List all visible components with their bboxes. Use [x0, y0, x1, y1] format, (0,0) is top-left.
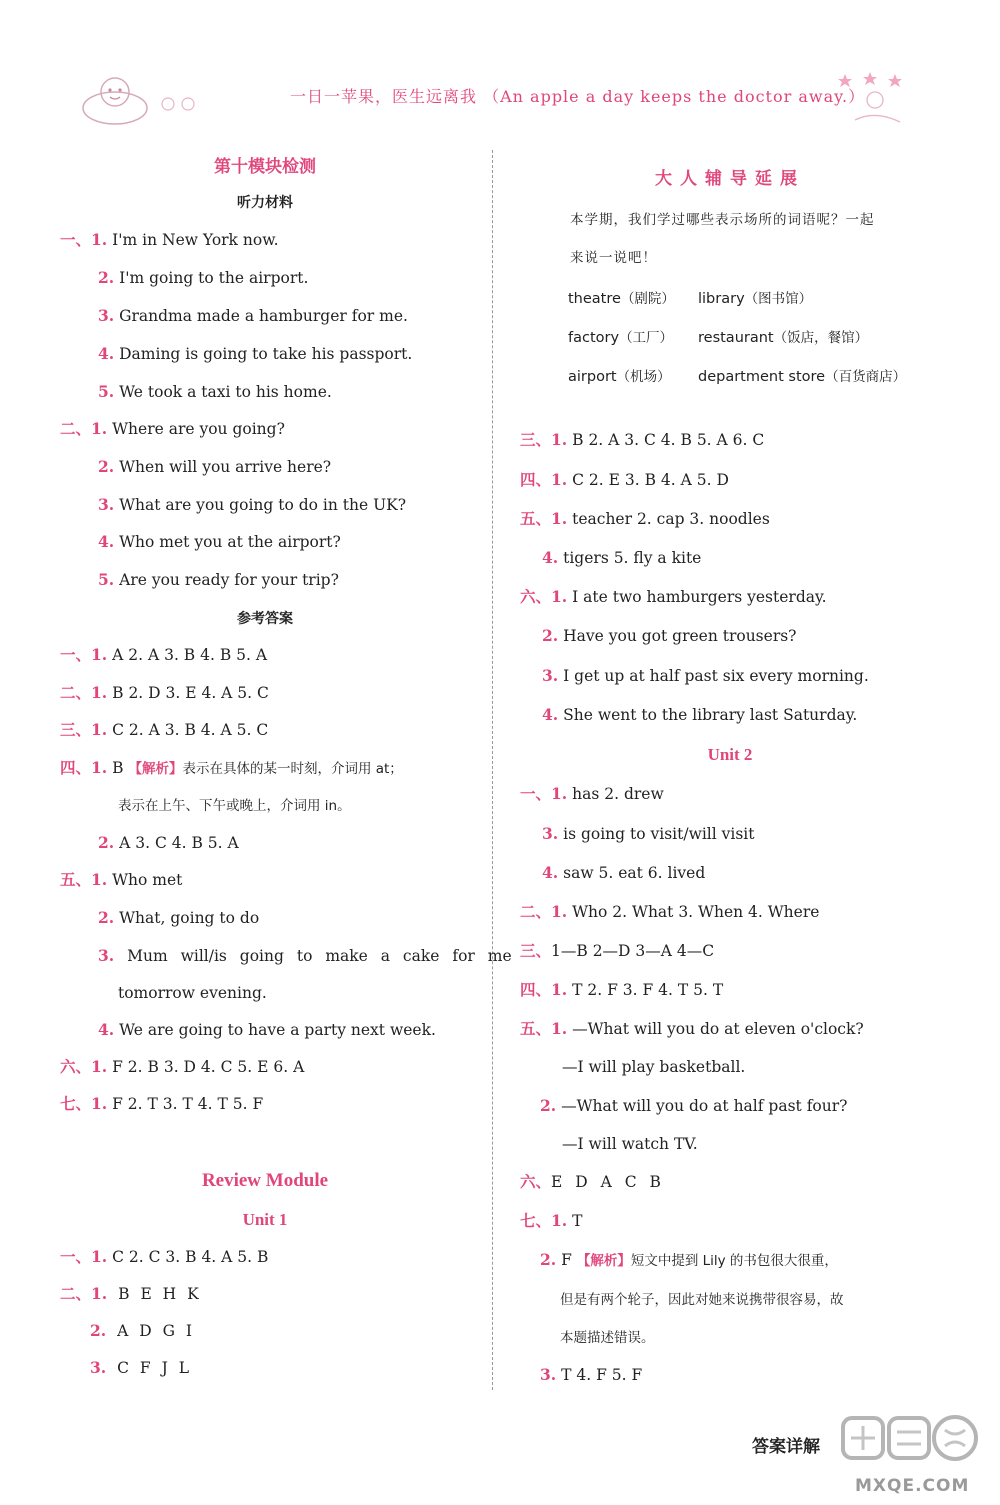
- answer-row: 三、1. B 2. A 3. C 4. B 5. A 6. C: [520, 430, 765, 449]
- list-item: 二、1. Where are you going?: [60, 419, 285, 438]
- answer-row: 四、1. B 【解析】表示在具体的某一时刻，介词用 at；: [60, 758, 403, 777]
- vocab-item: airport（机场）: [568, 369, 671, 385]
- answer-row: 五、1. teacher 2. cap 3. noodles: [520, 509, 770, 528]
- star-decoration-icon: [820, 70, 930, 130]
- vocab-item: department store（百货商店）: [698, 369, 907, 385]
- answer-row: 六、1. F 2. B 3. D 4. C 5. E 6. A: [60, 1057, 305, 1076]
- section-title: 第十模块检测: [214, 157, 316, 177]
- answer-row: —I will watch TV.: [562, 1135, 698, 1153]
- extension-title: 大人辅导延展: [655, 169, 805, 189]
- vocab-item: library（图书馆）: [698, 291, 813, 307]
- list-item: 3. What are you going to do in the UK?: [98, 495, 407, 514]
- cartoon-decoration-icon: [70, 70, 200, 130]
- vocab-item: restaurant（饭店，餐馆）: [698, 330, 869, 346]
- answer-row: 3. is going to visit/will visit: [542, 824, 755, 843]
- answer-row: 2. A 3. C 4. B 5. A: [98, 833, 239, 852]
- list-item: 5. Are you ready for your trip?: [98, 570, 339, 589]
- header-motto: 一日一苹果，医生远离我 （An apple a day keeps the doctor away.）: [290, 87, 866, 106]
- answer-row: 五、1. —What will you do at eleven o'clock?: [520, 1019, 864, 1038]
- answer-row: 四、1. T 2. F 3. F 4. T 5. T: [520, 980, 724, 999]
- answer-row: 3. C F J L: [90, 1358, 190, 1377]
- answer-row: 3. Mum will/is going to make a cake for me: [98, 946, 512, 965]
- answer-row: 七、1. F 2. T 3. T 4. T 5. F: [60, 1094, 264, 1113]
- answer-row: tomorrow evening.: [118, 984, 267, 1002]
- extension-intro: 本学期，我们学过哪些表示场所的词语呢？一起: [570, 212, 875, 228]
- answer-row: 2. A D G I: [90, 1321, 193, 1340]
- answer-row: 三、1—B 2—D 3—A 4—C: [520, 941, 715, 960]
- unit1-title: Unit 1: [242, 1210, 288, 1229]
- answer-row: 2. Have you got green trousers?: [542, 626, 797, 645]
- answer-row: 4. We are going to have a party next week.: [98, 1020, 436, 1039]
- answer-row: 2. —What will you do at half past four?: [540, 1096, 848, 1115]
- extension-intro: 来说一说吧！: [570, 250, 657, 266]
- answer-note: 本题描述错误。: [560, 1330, 655, 1346]
- list-item: 4. Daming is going to take his passport.: [98, 344, 413, 363]
- answer-row: 二、1. B E H K: [60, 1284, 199, 1303]
- listening-title: 听力材料: [237, 195, 293, 211]
- answer-row: 二、1. Who 2. What 3. When 4. Where: [520, 902, 820, 921]
- answer-row: 4. tigers 5. fly a kite: [542, 548, 702, 567]
- footer-label: 答案详解: [752, 1437, 820, 1457]
- answer-row: 一、1. has 2. drew: [520, 784, 664, 803]
- watermark-text: MXQE.COM: [855, 1476, 970, 1496]
- answer-note: 但是有两个轮子，因此对她来说携带很容易，故: [560, 1292, 844, 1308]
- list-item: 2. When will you arrive here?: [98, 457, 332, 476]
- answer-row: 五、1. Who met: [60, 870, 183, 889]
- answer-row: 2. What, going to do: [98, 908, 260, 927]
- answer-row: 二、1. B 2. D 3. E 4. A 5. C: [60, 683, 269, 702]
- unit2-title: Unit 2: [707, 745, 753, 764]
- answer-row: 一、1. A 2. A 3. B 4. B 5. A: [60, 645, 268, 664]
- answer-row: 六、E D A C B: [520, 1172, 661, 1191]
- answer-row: 七、1. T: [520, 1211, 583, 1230]
- vocab-item: theatre（剧院）: [568, 291, 675, 307]
- answer-row: 4. She went to the library last Saturday.: [542, 705, 858, 724]
- answer-row: 四、1. C 2. E 3. B 4. A 5. D: [520, 470, 729, 489]
- list-item: 5. We took a taxi to his home.: [98, 382, 332, 401]
- list-item: 2. I'm going to the airport.: [98, 268, 309, 287]
- review-module-title: Review Module: [201, 1170, 329, 1191]
- answer-row: 3. I get up at half past six every morning.: [542, 666, 869, 685]
- answer-row: 2. F 【解析】短文中提到 Lily 的书包很大很重，: [540, 1250, 838, 1269]
- answer-row: 六、1. I ate two hamburgers yesterday.: [520, 587, 827, 606]
- answer-row: —I will play basketball.: [562, 1058, 746, 1076]
- answers-title: 参考答案: [237, 611, 293, 627]
- answer-row: 一、1. C 2. C 3. B 4. A 5. B: [60, 1247, 269, 1266]
- list-item: 4. Who met you at the airport?: [98, 532, 341, 551]
- column-divider: [492, 150, 493, 1390]
- list-item: 一、1. I'm in New York now.: [60, 230, 279, 249]
- answer-row: 三、1. C 2. A 3. B 4. A 5. C: [60, 720, 269, 739]
- vocab-item: factory（工厂）: [568, 330, 674, 346]
- answer-row: 4. saw 5. eat 6. lived: [542, 863, 706, 882]
- answer-note: 表示在上午、下午或晚上，介词用 in。: [118, 798, 351, 814]
- page-header: [0, 70, 1000, 140]
- answer-row: 3. T 4. F 5. F: [540, 1365, 643, 1384]
- list-item: 3. Grandma made a hamburger for me.: [98, 306, 408, 325]
